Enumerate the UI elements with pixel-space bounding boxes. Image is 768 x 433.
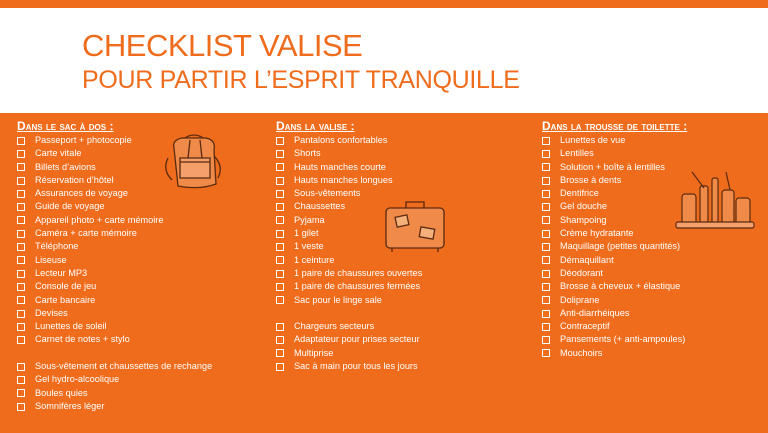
checkbox-icon[interactable]	[17, 190, 25, 198]
suitcase-icon	[382, 198, 448, 254]
checkbox-icon[interactable]	[17, 283, 25, 291]
checklist-item-label: Carnet de notes + stylo	[35, 334, 130, 345]
checkbox-icon[interactable]	[17, 336, 25, 344]
toiletries-icon	[674, 168, 756, 232]
checkbox-icon[interactable]	[17, 256, 25, 264]
checklist-item	[17, 333, 212, 346]
checklist-item-label: Dentifrice	[560, 188, 599, 199]
checklist-item-label: Appareil photo + carte mémoire	[35, 214, 164, 225]
checklist-item-label: Déodorant	[560, 267, 603, 278]
checklist-item	[542, 240, 687, 253]
checkbox-icon[interactable]	[17, 376, 25, 384]
top-stripe	[0, 0, 768, 8]
checkbox-icon[interactable]	[542, 150, 550, 158]
checklist-item	[542, 254, 687, 267]
column-heading: Dans le sac à dos :	[17, 119, 114, 133]
checklist-item-label: Réservation d’hôtel	[35, 174, 114, 185]
checklist-item	[542, 347, 687, 360]
checkbox-icon[interactable]	[17, 270, 25, 278]
checklist-item	[17, 254, 212, 267]
checkbox-icon[interactable]	[276, 336, 284, 344]
checkbox-icon[interactable]	[17, 296, 25, 304]
checklist-item	[17, 267, 212, 280]
checklist-item-label: Démaquillant	[560, 254, 614, 265]
checkbox-icon[interactable]	[542, 310, 550, 318]
checklist-item	[276, 147, 422, 160]
checkbox-icon[interactable]	[542, 283, 550, 291]
group-spacer	[276, 307, 422, 320]
checklist-item	[17, 387, 212, 400]
checklist-item-label: Boules quies	[35, 387, 88, 398]
checklist-item-label: Lecteur MP3	[35, 267, 88, 278]
checkbox-icon[interactable]	[17, 403, 25, 411]
checklist-item-label: 1 gilet	[294, 228, 319, 239]
checklist-item-label: Adaptateur pour prises secteur	[294, 334, 420, 345]
checklist-item	[542, 227, 687, 240]
checkbox-icon[interactable]	[17, 163, 25, 171]
checklist-item-label: 1 paire de chaussures fermées	[294, 281, 421, 292]
checklist-item-label: Contraceptif	[560, 321, 610, 332]
checkbox-icon[interactable]	[17, 243, 25, 251]
column-trousse-de-toilette	[542, 119, 687, 360]
checklist-item-label: Maquillage (petites quantités)	[560, 241, 681, 252]
page-title: CHECKLIST VALISE	[82, 28, 363, 63]
checklist-item	[276, 254, 422, 267]
checklist-item-label: Liseuse	[35, 254, 67, 265]
checkbox-icon[interactable]	[276, 137, 284, 145]
checklist-item	[276, 174, 422, 187]
checklist-item	[17, 307, 212, 320]
checklist-item	[17, 320, 212, 333]
checklist-item	[542, 267, 687, 280]
checklist-item	[276, 294, 422, 307]
checklist-item	[17, 373, 212, 386]
group-spacer	[17, 347, 212, 360]
checklist-item-label: Téléphone	[35, 241, 79, 252]
checkbox-icon[interactable]	[17, 150, 25, 158]
checkbox-icon[interactable]	[276, 270, 284, 278]
checkbox-icon[interactable]	[17, 216, 25, 224]
checklist-item-label: Doliprane	[560, 294, 600, 305]
checklist	[542, 134, 687, 360]
checklist-item	[17, 400, 212, 413]
checkbox-icon[interactable]	[17, 177, 25, 185]
checkbox-icon[interactable]	[542, 177, 550, 185]
checklist-item	[542, 280, 687, 293]
checkbox-icon[interactable]	[542, 137, 550, 145]
checklist-item	[542, 174, 687, 187]
checklist-item-label: 1 ceinture	[294, 254, 335, 265]
title-banner	[0, 8, 768, 113]
checkbox-icon[interactable]	[276, 243, 284, 251]
checklist-item-label: Sac à main pour tous les jours	[294, 361, 418, 372]
checklist-item	[542, 214, 687, 227]
checklist-item	[17, 227, 212, 240]
checklist-item	[542, 200, 687, 213]
checkbox-icon[interactable]	[17, 389, 25, 397]
checklist-item	[17, 280, 212, 293]
checkbox-icon[interactable]	[276, 163, 284, 171]
checkbox-icon[interactable]	[17, 203, 25, 211]
checkbox-icon[interactable]	[542, 270, 550, 278]
checklist-item-label: Gel douche	[560, 201, 607, 212]
checkbox-icon[interactable]	[276, 296, 284, 304]
checklist-item	[17, 294, 212, 307]
checklist-item-label: 1 paire de chaussures ouvertes	[294, 267, 423, 278]
checkbox-icon[interactable]	[276, 190, 284, 198]
checkbox-icon[interactable]	[542, 323, 550, 331]
checklist-item-label: Assurances de voyage	[35, 188, 128, 199]
checklist-item-label: Hauts manches longues	[294, 174, 393, 185]
checklist-item	[542, 333, 687, 346]
checklist-item-label: Somnifères léger	[35, 400, 105, 411]
checklist-item	[17, 240, 212, 253]
checklist-item-label: Sous-vêtement et chaussettes de rechange	[35, 361, 213, 372]
checklist-item	[542, 161, 687, 174]
checkbox-icon[interactable]	[542, 190, 550, 198]
checklist-item-label: Crème hydratante	[560, 228, 634, 239]
checkbox-icon[interactable]	[542, 163, 550, 171]
checklist-item-label: Billets d’avions	[35, 161, 96, 172]
checklist-item	[542, 187, 687, 200]
checklist-item	[17, 214, 212, 227]
checklist-item	[276, 347, 422, 360]
checkbox-icon[interactable]	[17, 137, 25, 145]
checkbox-icon[interactable]	[276, 363, 284, 371]
checklist-item-label: Lunettes de vue	[560, 135, 626, 145]
checklist-item-label: Carte vitale	[35, 148, 82, 159]
checklist-item-label: Mouchoirs	[560, 347, 603, 358]
checklist-item-label: Caméra + carte mémoire	[35, 228, 137, 239]
checklist-item	[276, 360, 422, 373]
checklist-item-label: Shampoing	[560, 214, 607, 225]
checklist-item-label: Shorts	[294, 148, 321, 159]
checklist-item	[276, 333, 422, 346]
checkbox-icon[interactable]	[542, 243, 550, 251]
checklist-item-label: Gel hydro-alcoolique	[35, 374, 120, 385]
page-subtitle: POUR PARTIR L’ESPRIT TRANQUILLE	[82, 66, 520, 94]
checkbox-icon[interactable]	[542, 203, 550, 211]
checkbox-icon[interactable]	[542, 349, 550, 357]
checklist-item	[276, 161, 422, 174]
checkbox-icon[interactable]	[542, 296, 550, 304]
checklist-item	[17, 360, 212, 373]
checkbox-icon[interactable]	[276, 177, 284, 185]
checkbox-icon[interactable]	[17, 310, 25, 318]
checklist-item-label: Multiprise	[294, 347, 334, 358]
checkbox-icon[interactable]	[17, 323, 25, 331]
checklist-item-label: Guide de voyage	[35, 201, 105, 212]
checklist-item	[276, 267, 422, 280]
checkbox-icon[interactable]	[276, 203, 284, 211]
checkbox-icon[interactable]	[542, 256, 550, 264]
checklist-item-label: Sac pour le linge sale	[294, 294, 382, 305]
checkbox-icon[interactable]	[276, 150, 284, 158]
checklist-item	[276, 134, 422, 147]
checklist-item-label: Brosse à cheveux + élastique	[560, 281, 681, 292]
checklist-item	[542, 320, 687, 333]
checklist-item	[276, 320, 422, 333]
checklist-item-label: Pyjama	[294, 214, 325, 225]
checklist-item-label: Chargeurs secteurs	[294, 321, 375, 332]
checkbox-icon[interactable]	[542, 336, 550, 344]
checklist-item-label: Hauts manches courte	[294, 161, 386, 172]
checklist-item-label: Brosse à dents	[560, 174, 622, 185]
checkbox-icon[interactable]	[17, 230, 25, 238]
checkbox-icon[interactable]	[276, 283, 284, 291]
checkbox-icon[interactable]	[276, 349, 284, 357]
checkbox-icon[interactable]	[542, 216, 550, 224]
checklist-item	[276, 280, 422, 293]
checklist-item-label: Passeport + photocopie	[35, 135, 132, 145]
checklist-item-label: Pansements (+ anti-ampoules)	[560, 334, 686, 345]
checkbox-icon[interactable]	[276, 216, 284, 224]
checkbox-icon[interactable]	[276, 323, 284, 331]
checklist-item-label: Anti-diarrhéiques	[560, 307, 630, 318]
checklist-item	[542, 134, 687, 147]
checklist-item-label: Devises	[35, 307, 68, 318]
column-heading: Dans la trousse de toilette :	[542, 119, 688, 133]
checklist-item	[17, 200, 212, 213]
checklist-item-label: 1 veste	[294, 241, 324, 252]
checklist-item-label: Sous-vêtements	[294, 188, 361, 199]
checklist-item-label: Solution + boîte à lentilles	[560, 161, 665, 172]
checklist-item	[542, 294, 687, 307]
checkbox-icon[interactable]	[542, 230, 550, 238]
checkbox-icon[interactable]	[17, 363, 25, 371]
checklist-item-label: Console de jeu	[35, 281, 97, 292]
checklist-item-label: Carte bancaire	[35, 294, 96, 305]
checklist-item-label: Lunettes de soleil	[35, 321, 107, 332]
checkbox-icon[interactable]	[276, 230, 284, 238]
checklist-item-label: Pantalons confortables	[294, 135, 388, 145]
checklist-item-label: Chaussettes	[294, 201, 346, 212]
checklist-item	[542, 307, 687, 320]
backpack-icon	[160, 128, 228, 194]
checklist-item	[542, 147, 687, 160]
checklist-item-label: Lentilles	[560, 148, 594, 159]
checkbox-icon[interactable]	[276, 256, 284, 264]
column-heading: Dans la valise :	[276, 119, 355, 133]
